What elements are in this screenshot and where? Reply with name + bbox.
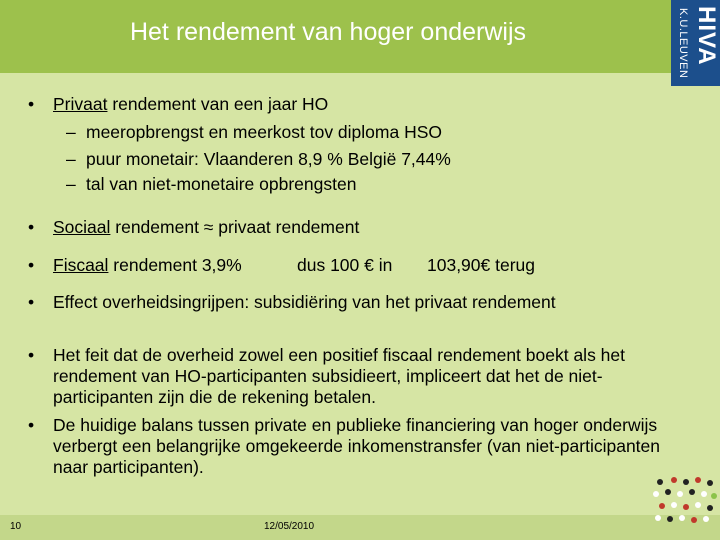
sub-item: tal van niet-monetaire opbrengsten (86, 174, 357, 194)
bullet-fiscaal (53, 255, 242, 276)
fiscaal-text: rendement 3,9% (108, 255, 242, 275)
slide-title: Het rendement van hoger onderwijs (129, 18, 527, 46)
decorative-dots-graphic (646, 474, 718, 530)
bullet-sociaal (53, 217, 359, 238)
privaat-keyword: Privaat (53, 94, 108, 114)
sub-item: meeropbrengst en meerkost tov diploma HSO (86, 122, 442, 142)
footer-date: 12/05/2010 (264, 521, 315, 532)
bullet-feit: Het feit dat de overheid zowel een positief fiscaal rendement boekt als het rendement van HO-participanten subsidieert, impliceert dat het de niet-participanten zijn die de rekening betalen. (53, 345, 626, 407)
sociaal-keyword: Sociaal (53, 217, 111, 237)
bullet-icon: • (28, 415, 35, 435)
bullet-icon: • (28, 94, 35, 114)
fiscaal-keyword: Fiscaal (53, 255, 109, 275)
bullet-effect: Effect overheidsingrijpen: subsidiëring van het privaat rendement (53, 292, 556, 312)
dash-icon: – (66, 122, 76, 142)
bullet-privaat (53, 94, 328, 115)
page-number: 10 (10, 521, 22, 532)
sociaal-text: rendement ≈ privaat rendement (110, 217, 360, 237)
bullet-icon: • (28, 345, 35, 365)
logo-kuleuven-text: K.U.LEUVEN (677, 8, 689, 79)
fiscaal-terug: 103,90€ terug (427, 255, 536, 275)
dash-icon: – (66, 174, 76, 194)
bullet-balans: De huidige balans tussen private en publieke financiering van hoger onderwijs verbergt een belangrijke omgekeerde inkomenstransfer (van niet-participanten naar participanten). (53, 415, 661, 477)
logo-hiva-text: HIVA (693, 6, 720, 66)
dash-icon: – (66, 149, 76, 169)
fiscaal-in: dus 100 € in (297, 255, 393, 275)
privaat-text: rendement van een jaar HO (107, 94, 329, 114)
bullet-icon: • (28, 292, 35, 312)
footer-bar (0, 515, 720, 540)
sub-item: puur monetair: Vlaanderen 8,9 % België 7,44% (86, 149, 451, 169)
bullet-icon: • (28, 217, 35, 237)
bullet-icon: • (28, 255, 35, 275)
